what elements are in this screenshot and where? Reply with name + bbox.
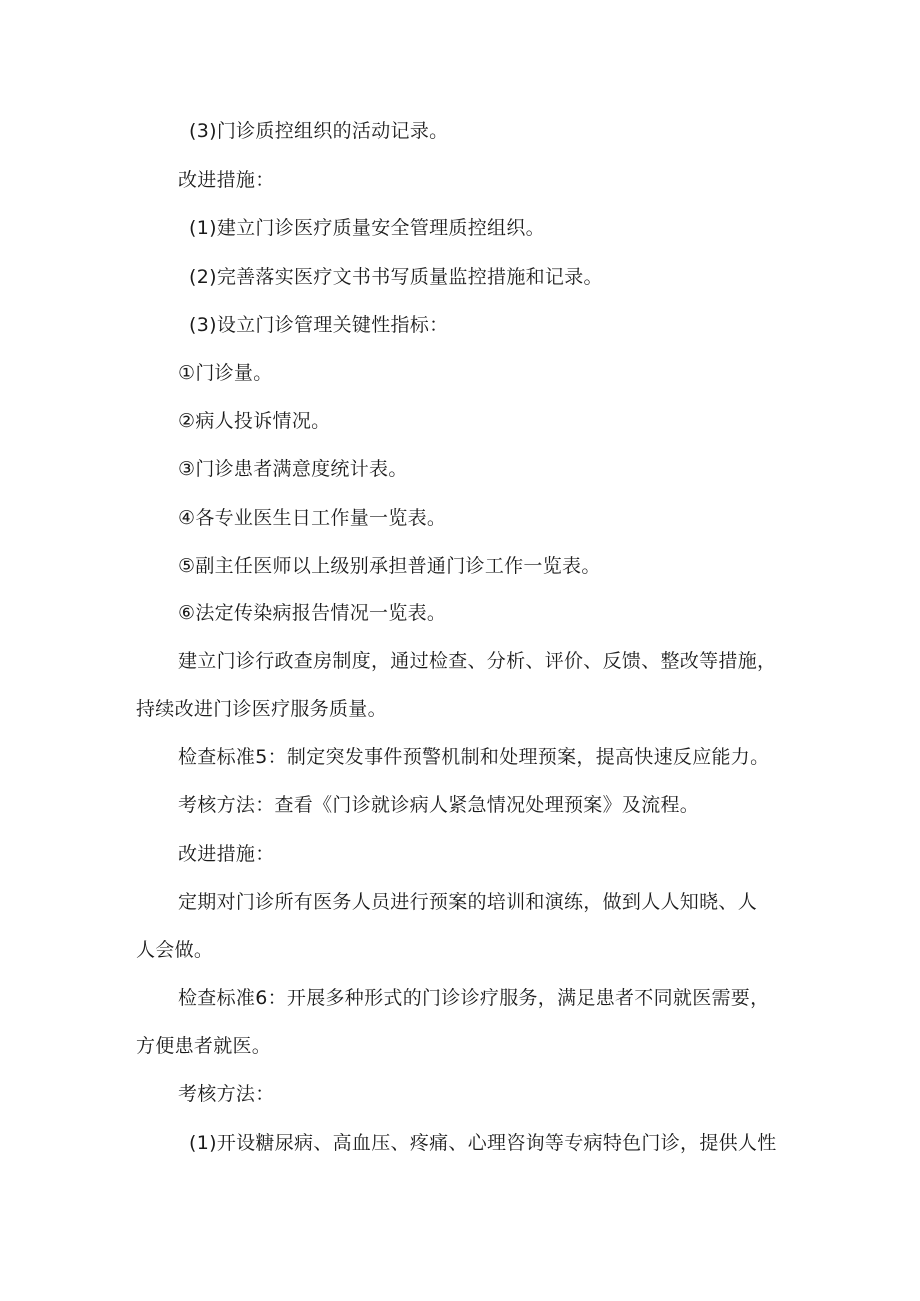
list-item: ④各专业医生日工作量一览表。 — [178, 507, 447, 529]
list-item: (1)建立门诊医疗质量安全管理质控组织。 — [189, 217, 545, 239]
paragraph-line: 定期对门诊所有医务人员进行预案的培训和演练，做到人人知晓、人 — [178, 891, 758, 913]
list-item: ②病人投诉情况。 — [178, 410, 331, 432]
paragraph-line: 建立门诊行政查房制度，通过检查、分析、评价、反馈、整改等措施， — [178, 650, 777, 672]
paragraph-line: 持续改进门诊医疗服务质量。 — [136, 698, 387, 720]
section-heading: 改进措施： — [178, 169, 275, 191]
list-item: (1)开设糖尿病、高血压、疼痛、心理咨询等专病特色门诊，提供人性 — [189, 1132, 777, 1154]
paragraph-line: 人会做。 — [136, 939, 214, 961]
section-heading: 改进措施： — [178, 843, 275, 865]
list-item: ①门诊量。 — [178, 362, 273, 384]
list-item: ③门诊患者满意度统计表。 — [178, 458, 408, 480]
list-item: (2)完善落实医疗文书书写质量监控措施和记录。 — [189, 266, 603, 288]
section-heading: 考核方法： — [178, 1083, 275, 1105]
text-line: (3)门诊质控组织的活动记录。 — [189, 120, 449, 142]
list-item: ⑤副主任医师以上级别承担普通门诊工作一览表。 — [178, 555, 601, 577]
list-item: ⑥法定传染病报告情况一览表。 — [178, 602, 447, 624]
paragraph-line: 考核方法：查看《门诊就诊病人紧急情况处理预案》及流程。 — [178, 794, 700, 816]
paragraph-line: 检查标准5：制定突发事件预警机制和处理预案，提高快速反应能力。 — [178, 746, 770, 768]
paragraph-line: 方便患者就医。 — [136, 1035, 272, 1057]
list-item: (3)设立门诊管理关键性指标： — [189, 314, 449, 336]
paragraph-line: 检查标准6：开展多种形式的门诊诊疗服务，满足患者不同就医需要， — [178, 987, 770, 1009]
